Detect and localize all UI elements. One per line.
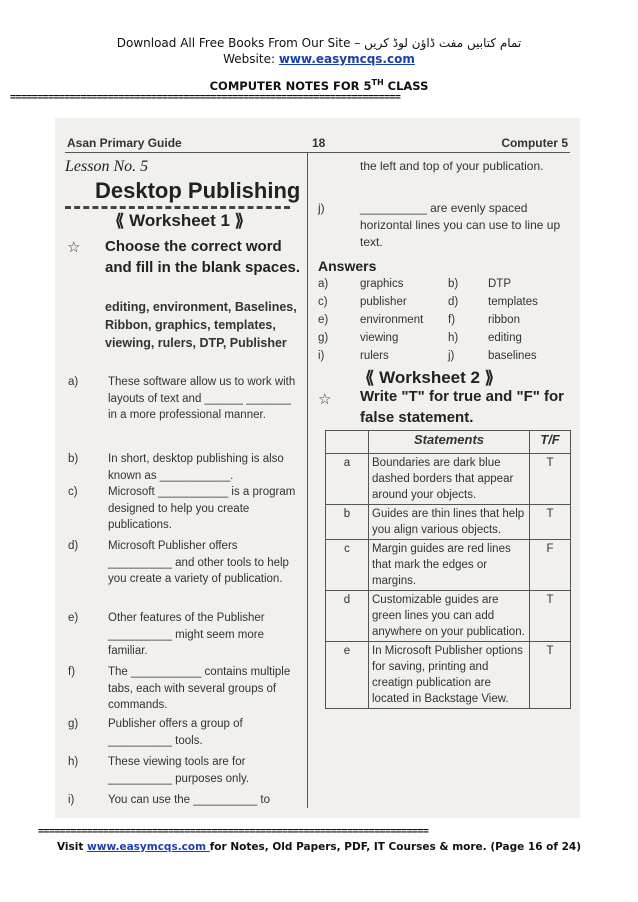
notes-title-sup: TH [371, 78, 384, 87]
fill-item-a [68, 374, 303, 424]
fill-item-g [68, 716, 303, 749]
table-row [326, 505, 571, 540]
item-label: f) [68, 666, 76, 678]
item-text: These software allow us to work with layouts of text and ______ _______ in a more professional manner. [108, 376, 296, 421]
item-text: You can use the __________ to [108, 794, 270, 806]
item-label: a) [68, 376, 79, 388]
subject-name: Computer 5 [501, 136, 568, 150]
row-answer: T [530, 505, 571, 540]
table-row [326, 642, 571, 709]
item-text: Microsoft ___________ is a program designed to help you create publications. [108, 486, 296, 531]
answer-row [318, 350, 573, 368]
website-label: Website: [223, 52, 279, 66]
answer-value: publisher [360, 296, 407, 308]
answer-key: j) [448, 350, 455, 362]
answer-row [318, 296, 573, 314]
item-label: e) [68, 612, 79, 624]
table-row [326, 454, 571, 505]
fill-item-i [68, 792, 303, 809]
answer-key: e) [318, 314, 329, 326]
answer-key: f) [448, 314, 456, 326]
header-rule [65, 152, 570, 153]
item-label: i) [68, 794, 75, 806]
top-divider: ======================================================================== [10, 92, 401, 103]
item-text: Microsoft Publisher offers __________ and other tools to help you create a variety of publication. [108, 540, 289, 585]
fill-item-d [68, 538, 303, 588]
row-statement: Guides are thin lines that help you align various objects. [369, 505, 530, 540]
answer-value: DTP [488, 278, 511, 290]
website-link[interactable]: www.easymcqs.com [278, 52, 415, 66]
row-answer: F [530, 540, 571, 591]
footer-prefix: Visit [56, 841, 88, 853]
row-statement: Boundaries are dark blue dashed borders that appear around your objects. [369, 454, 530, 505]
question-2: Write "T" for true and "F" for false statement. [360, 388, 565, 426]
star-icon: ☆ [67, 238, 81, 256]
row-answer: T [530, 642, 571, 709]
notes-title-class: CLASS [383, 78, 429, 93]
answer-key: d) [448, 296, 459, 308]
fill-item-e [68, 610, 303, 660]
item-label: g) [68, 718, 79, 730]
item-text: In short, desktop publishing is also known as ___________. [108, 453, 284, 482]
answer-value: rulers [360, 350, 389, 362]
lesson-title: Desktop Publishing [95, 178, 301, 203]
answer-value: templates [488, 296, 538, 308]
footer-suffix: for Notes, Old Papers, PDF, IT Courses & more. (Page 16 of 24) [209, 841, 582, 853]
answer-key: b) [448, 278, 459, 290]
word-bank: editing, environment, Baselines, Ribbon, graphics, templates, viewing, rulers, DTP, Publisher [105, 300, 297, 350]
fill-item-h [68, 754, 303, 787]
answer-key: i) [318, 350, 325, 362]
blank-header [326, 431, 369, 454]
fill-item-b [68, 451, 303, 484]
item-i-continued: the left and top of your publication. [360, 159, 544, 173]
statements-header: Statements [369, 431, 530, 454]
item-label: h) [68, 756, 79, 768]
item-text: The ___________ contains multiple tabs, each with several groups of commands. [108, 666, 291, 711]
item-j-label: j) [318, 201, 325, 215]
true-false-table [325, 430, 571, 709]
answer-row [318, 314, 573, 332]
row-statement: In Microsoft Publisher options for saving, printing and creatign publication are located in Backstage View. [369, 642, 530, 709]
row-key: a [326, 454, 369, 505]
row-statement: Customizable guides are green lines you can add anywhere on your publication. [369, 591, 530, 642]
notes-title-text: COMPUTER NOTES FOR 5 [209, 78, 372, 93]
answer-value: baselines [488, 350, 537, 362]
lesson-number: Lesson No. 5 [65, 158, 149, 175]
row-key: d [326, 591, 369, 642]
worksheet-2-heading: ⟪ Worksheet 2 ⟫ [365, 368, 495, 387]
scanned-book-page [55, 118, 580, 818]
guide-name: Asan Primary Guide [67, 136, 182, 150]
answers-heading: Answers [318, 258, 377, 274]
item-text: These viewing tools are for __________ purposes only. [108, 756, 250, 785]
table-row [326, 540, 571, 591]
answer-value: ribbon [488, 314, 520, 326]
answer-value: environment [360, 314, 424, 326]
fill-item-f [68, 664, 303, 714]
tf-header: T/F [530, 431, 571, 454]
answer-key: g) [318, 332, 329, 344]
fill-item-c [68, 484, 303, 534]
row-key: b [326, 505, 369, 540]
website-line [0, 52, 638, 66]
title-dash-rule [65, 206, 290, 209]
item-label: c) [68, 486, 78, 498]
star-icon: ☆ [318, 390, 332, 408]
answer-value: viewing [360, 332, 399, 344]
table-row [326, 591, 571, 642]
row-key: c [326, 540, 369, 591]
item-text: Other features of the Publisher __________ might seem more familiar. [108, 612, 265, 657]
item-label: b) [68, 453, 79, 465]
row-answer: T [530, 454, 571, 505]
item-text: Publisher offers a group of __________ tools. [108, 718, 243, 747]
footer-link[interactable]: www.easymcqs.com [87, 841, 210, 853]
worksheet-1-heading: ⟪ Worksheet 1 ⟫ [115, 211, 245, 230]
answer-key: c) [318, 296, 328, 308]
answer-key: h) [448, 332, 459, 344]
answer-row [318, 332, 573, 350]
download-banner: Download All Free Books From Our Site – تمام کتابیں مفت ڈاؤن لوڈ کریں [116, 36, 522, 50]
book-page-number: 18 [312, 136, 326, 150]
question-1: Choose the correct word and fill in the blank spaces. [105, 238, 301, 276]
row-answer: T [530, 591, 571, 642]
bottom-divider: ======================================================================== [38, 826, 429, 837]
answer-row [318, 278, 573, 296]
row-key: e [326, 642, 369, 709]
notes-title [0, 78, 638, 93]
column-divider [307, 152, 308, 808]
item-j-text: __________ are evenly spaced horizontal lines you can use to line up text. [360, 201, 561, 249]
answer-value: graphics [360, 278, 404, 290]
row-statement: Margin guides are red lines that mark the edges or margins. [369, 540, 530, 591]
answer-key: a) [318, 278, 329, 290]
footer-line [0, 841, 638, 853]
answer-value: editing [488, 332, 522, 344]
item-label: d) [68, 540, 79, 552]
